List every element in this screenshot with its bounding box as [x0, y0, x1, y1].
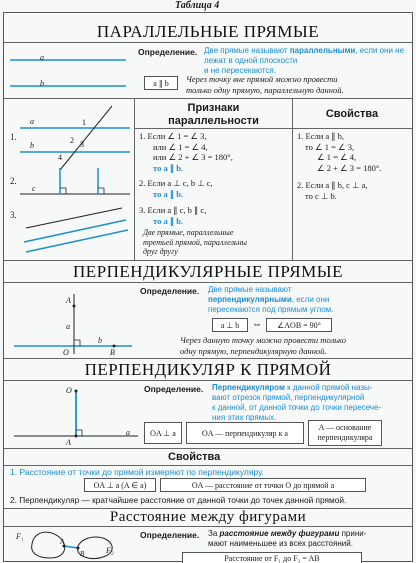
divider: [4, 380, 412, 381]
divider: [4, 98, 412, 99]
distance-def-label: Определение.: [140, 530, 200, 540]
prop-cell-1: OA ⊥ a (A ∈ a): [84, 478, 156, 492]
sign-note: Две прямые, параллельные третьей прямой, параллельны друг другу: [143, 228, 247, 256]
distance-figure: [28, 528, 118, 562]
divider: [4, 526, 412, 527]
parallel-title: ПАРАЛЛЕЛЬНЫЕ ПРЯМЫЕ: [96, 22, 320, 41]
perp-lines-figure: [14, 292, 134, 356]
angle-3-label: 3: [80, 140, 84, 149]
prop-distance-2: 2. Перпендикуляр — кратчайшее расстояние от данной точки до точек данной прямой.: [10, 495, 347, 505]
distance-definition: За расстояние между фигурами прини- мают наименьшее из всех расстояний.: [208, 529, 367, 548]
perpendicular-line-a: a: [126, 428, 130, 437]
perp-angle: ∠AOB = 90°: [266, 318, 332, 332]
perp-lines-title: ПЕРПЕНДИКУЛЯРНЫЕ ПРЯМЫЕ: [73, 262, 343, 281]
divider: [4, 260, 412, 261]
divider: [4, 42, 412, 43]
perp-pt-O: O: [63, 348, 69, 357]
figure-F2-label: F₂: [106, 546, 114, 555]
line-b-label: b: [40, 79, 44, 88]
distance-pt-B: B: [80, 550, 85, 558]
angle-1-label: 1: [82, 118, 86, 127]
figure-F1-label: F₁: [16, 532, 24, 541]
perp-notation: a ⊥ b: [212, 318, 248, 332]
parallel-notation: a ∥ b: [144, 76, 178, 90]
prop-2: 2. Если a ∥ b, c ⊥ a, то c ⊥ b.: [297, 180, 368, 201]
divider: [4, 358, 412, 359]
prop-cell-2: OA — расстояние от точки O до прямой a: [160, 478, 366, 492]
perp-lines-axiom: Через данную точку можно провести только одну прямую, перпендикулярную данной.: [180, 335, 346, 356]
prop-1: 1. Если a ∥ b, то ∠ 1 = ∠ 3, ∠ 1 = ∠ 4, ∠ 2 + ∠ 3 = 180°.: [297, 131, 382, 173]
transversal-figure: [20, 104, 130, 174]
equiv-sign: ⇔: [252, 319, 262, 330]
divider: [135, 128, 412, 129]
perp-pt-B: B: [110, 348, 115, 357]
perp-lines-def-label: Определение.: [140, 286, 200, 296]
perpendicular-cell-1: OA ⊥ a: [144, 422, 182, 444]
parallel-axiom: Через точку вне прямой можно провести только одну прямую, параллельную данной.: [186, 74, 344, 95]
fig1-a-label: a: [30, 117, 34, 126]
fig-num-1: 1.: [10, 132, 17, 142]
parallel-definition: Две прямые называют параллельными, если они не лежат в одной плоскости и не пересекаются.: [204, 46, 405, 75]
fig2-c-label: c: [32, 184, 36, 193]
perp-pt-A: A: [66, 296, 71, 305]
props-title: Свойства: [325, 108, 379, 120]
parallel-lines-figure: [8, 46, 128, 96]
sign-3: 3. Если a ∥ c, b ∥ c, то a ∥ b.: [139, 205, 207, 226]
perpendicular-pt-A: A: [66, 438, 71, 447]
prop-distance-1: 1. Расстояние от точки до прямой измеряют по перпендикуляру.: [10, 467, 264, 477]
distance-pt-A: A: [60, 538, 65, 546]
parallel-def-label: Определение.: [138, 47, 198, 57]
perp-line-b: b: [98, 336, 102, 345]
fig-num-2: 2.: [10, 176, 17, 186]
angle-4-label: 4: [58, 153, 62, 162]
fig-num-3: 3.: [10, 210, 17, 220]
divider: [4, 282, 412, 283]
perpendicular-parallel-figure: [20, 166, 130, 204]
line-a-label: a: [40, 53, 44, 62]
divider: [4, 448, 412, 449]
perpendicular-cell-2: OA — перпендикуляр к a: [186, 422, 304, 444]
distance-formula: Расстояние от F₁ до F₂ = AB: [182, 552, 362, 563]
sign-1: 1. Если ∠ 1 = ∠ 3, или ∠ 1 = ∠ 4, или ∠ 2 + ∠ 3 = 180°, то a ∥ b.: [139, 131, 233, 173]
fig1-b-label: b: [30, 141, 34, 150]
perpendicular-cell-3: A — основание перпендикуляра: [308, 420, 382, 446]
perpendicular-def-label: Определение.: [144, 384, 204, 394]
perpendicular-title: ПЕРПЕНДИКУЛЯР К ПРЯМОЙ: [84, 360, 332, 379]
angle-2-label: 2: [70, 136, 74, 145]
col-divider: [292, 98, 293, 260]
perpendicular-pt-O: O: [66, 386, 72, 395]
signs-title: Признаки параллельности: [168, 102, 259, 127]
divider: [4, 465, 412, 466]
distance-title: Расстояние между фигурами: [109, 509, 307, 525]
perp-line-a: a: [66, 322, 70, 331]
three-parallel-figure: [22, 206, 130, 254]
perp-lines-definition: Две прямые называют перпендикулярными, если они пересекаются под прямым углом.: [208, 285, 334, 314]
props-section-title: Свойства: [168, 451, 221, 463]
perpendicular-definition: Перпендикуляром к данной прямой назы- вают отрезок прямой, перпендикулярной к данной, от данной точки до точки пересече- ния этих прямых.: [212, 383, 382, 422]
perpendicular-figure: [14, 388, 138, 444]
table-label: Таблица 4: [175, 0, 220, 11]
sign-2: 2. Если a ⊥ c, b ⊥ c, то a ∥ b.: [139, 178, 213, 199]
